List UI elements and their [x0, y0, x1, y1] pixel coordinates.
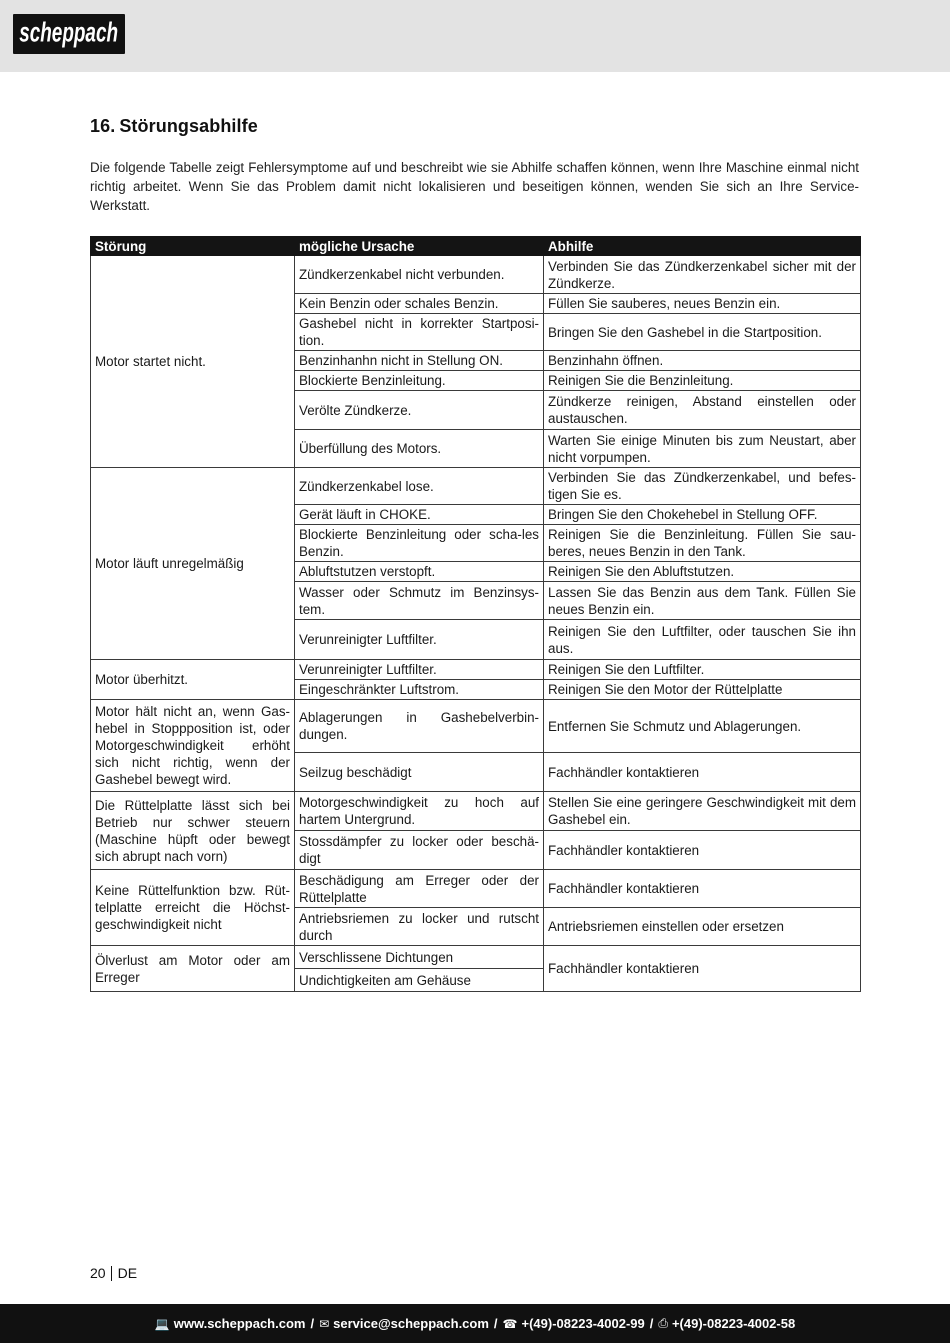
table-header-row — [91, 237, 861, 256]
cause-cell: Zündkerzenkabel nicht verbunden. — [295, 256, 544, 294]
cause-cell: Gashebel nicht in korrekter Startposi-tion. — [295, 314, 544, 351]
scheppach-logo — [13, 14, 125, 54]
footer-bar — [0, 1304, 950, 1343]
symptom-cell: Ölverlust am Motor oder am Erreger — [91, 946, 295, 992]
cause-cell: Verunreinigter Luftfilter. — [295, 620, 544, 660]
table-row — [91, 792, 861, 831]
section-title-text: Störungsabhilfe — [119, 116, 258, 136]
remedy-cell: Reinigen Sie den Luftfilter. — [544, 660, 861, 680]
remedy-cell: Entfernen Sie Schmutz und Ablagerungen. — [544, 700, 861, 753]
table-row — [91, 660, 861, 680]
remedy-cell: Bringen Sie den Gashebel in die Startposition. — [544, 314, 861, 351]
cause-cell: Benzinhanhn nicht in Stellung ON. — [295, 351, 544, 371]
section-number: 16. — [90, 116, 116, 136]
table-row — [91, 946, 861, 969]
remedy-cell: Bringen Sie den Chokehebel in Stellung OFF. — [544, 505, 861, 525]
section-title — [90, 116, 258, 137]
logo-wordmark — [17, 18, 121, 50]
remedy-cell: Reinigen Sie den Motor der Rüttelplatte — [544, 680, 861, 700]
cause-cell: Wasser oder Schmutz im Benzinsys-tem. — [295, 582, 544, 620]
footer-separator: / — [649, 1316, 654, 1331]
remedy-cell: Warten Sie einige Minuten bis zum Neustart, aber nicht vorpumpen. — [544, 430, 861, 468]
cause-cell: Blockierte Benzinleitung oder scha-les Benzin. — [295, 525, 544, 562]
header-stoerung: Störung — [91, 237, 295, 256]
header-band — [0, 0, 950, 72]
symptom-cell: Motor überhitzt. — [91, 660, 295, 700]
remedy-cell: Stellen Sie eine geringere Geschwindigkeit mit dem Gashebel ein. — [544, 792, 861, 831]
cause-cell: Eingeschränkter Luftstrom. — [295, 680, 544, 700]
remedy-cell: Fachhändler kontaktieren — [544, 946, 861, 992]
footer-email-link[interactable]: service@scheppach.com — [333, 1316, 489, 1331]
cause-cell: Blockierte Benzinleitung. — [295, 371, 544, 391]
cause-cell: Zündkerzenkabel lose. — [295, 468, 544, 505]
cause-cell: Verschlissene Dichtungen — [295, 946, 544, 969]
footer-separator: / — [493, 1316, 498, 1331]
remedy-cell: Fachhändler kontaktieren — [544, 831, 861, 870]
header-abhilfe: Abhilfe — [544, 237, 861, 256]
svg-text:scheppach: scheppach — [19, 18, 119, 49]
troubleshooting-table — [90, 236, 861, 992]
cause-cell: Überfüllung des Motors. — [295, 430, 544, 468]
remedy-cell: Fachhändler kontaktieren — [544, 870, 861, 908]
page-separator — [111, 1266, 112, 1281]
table-row — [91, 700, 861, 753]
table-row — [91, 870, 861, 908]
cause-cell: Motorgeschwindigkeit zu hoch auf hartem Untergrund. — [295, 792, 544, 831]
cause-cell: Kein Benzin oder schales Benzin. — [295, 294, 544, 314]
remedy-cell: Verbinden Sie das Zündkerzenkabel sicher mit der Zündkerze. — [544, 256, 861, 294]
symptom-cell: Die Rüttelplatte lässt sich bei Betrieb nur schwer steuern (Maschine hüpft oder bewegt sich abrupt nach vorn) — [91, 792, 295, 870]
header-ursache: mögliche Ursache — [295, 237, 544, 256]
phone-icon: ☎ — [502, 1316, 518, 1331]
symptom-cell: Motor hält nicht an, wenn Gas-hebel in Stoppposition ist, oder Motorgeschwindigkeit erhöht sich nicht richtig, wenn der Gashebel bewegt wird. — [91, 700, 295, 792]
cause-cell: Gerät läuft in CHOKE. — [295, 505, 544, 525]
cause-cell: Abluftstutzen verstopft. — [295, 562, 544, 582]
footer-web-link[interactable]: www.scheppach.com — [173, 1316, 306, 1331]
page-language: DE — [117, 1265, 138, 1281]
cause-cell: Stossdämpfer zu locker oder beschä-digt — [295, 831, 544, 870]
remedy-cell: Fachhändler kontaktieren — [544, 753, 861, 792]
remedy-cell: Reinigen Sie die Benzinleitung. Füllen Sie sau-beres, neues Benzin in den Tank. — [544, 525, 861, 562]
intro-paragraph: Die folgende Tabelle zeigt Fehlersymptome auf und beschreibt wie sie Abhilfe schaffen können, wenn Ihre Maschine einmal nicht richtig arbeitet. Wenn Sie das Problem damit nicht lokalisieren und beseitigen können, wenden Sie sich an Ihre Service-Werkstatt. — [90, 160, 859, 213]
page-number-value: 20 — [90, 1265, 106, 1281]
remedy-cell: Füllen Sie sauberes, neues Benzin ein. — [544, 294, 861, 314]
computer-icon: 💻 — [154, 1316, 170, 1331]
cause-cell: Verölte Zündkerze. — [295, 391, 544, 430]
page-number — [90, 1265, 137, 1281]
remedy-cell: Lassen Sie das Benzin aus dem Tank. Füllen Sie neues Benzin ein. — [544, 582, 861, 620]
footer-phone[interactable]: +(49)-08223-4002-99 — [521, 1316, 645, 1331]
cause-cell: Seilzug beschädigt — [295, 753, 544, 792]
footer-fax: +(49)-08223-4002-58 — [671, 1316, 796, 1331]
cause-cell: Verunreinigter Luftfilter. — [295, 660, 544, 680]
symptom-cell: Keine Rüttelfunktion bzw. Rüt-telplatte erreicht die Höchst-geschwindigkeit nicht — [91, 870, 295, 946]
remedy-cell: Reinigen Sie den Abluftstutzen. — [544, 562, 861, 582]
fax-icon: ⎙ — [658, 1316, 668, 1330]
mail-icon: ✉ — [319, 1316, 330, 1331]
remedy-cell: Benzinhahn öffnen. — [544, 351, 861, 371]
remedy-cell: Reinigen Sie den Luftfilter, oder tauschen Sie ihn aus. — [544, 620, 861, 660]
remedy-cell: Reinigen Sie die Benzinleitung. — [544, 371, 861, 391]
remedy-cell: Verbinden Sie das Zündkerzenkabel, und befes-tigen Sie es. — [544, 468, 861, 505]
remedy-cell: Zündkerze reinigen, Abstand einstellen oder austauschen. — [544, 391, 861, 430]
remedy-cell: Antriebsriemen einstellen oder ersetzen — [544, 908, 861, 946]
cause-cell: Beschädigung am Erreger oder der Rüttelplatte — [295, 870, 544, 908]
table-row — [91, 468, 861, 505]
symptom-cell: Motor läuft unregelmäßig — [91, 468, 295, 660]
footer-separator: / — [310, 1316, 315, 1331]
table-row — [91, 256, 861, 294]
cause-cell: Ablagerungen in Gashebelverbin-dungen. — [295, 700, 544, 753]
symptom-cell: Motor startet nicht. — [91, 256, 295, 468]
cause-cell: Antriebsriemen zu locker und rutscht durch — [295, 908, 544, 946]
cause-cell: Undichtigkeiten am Gehäuse — [295, 969, 544, 992]
